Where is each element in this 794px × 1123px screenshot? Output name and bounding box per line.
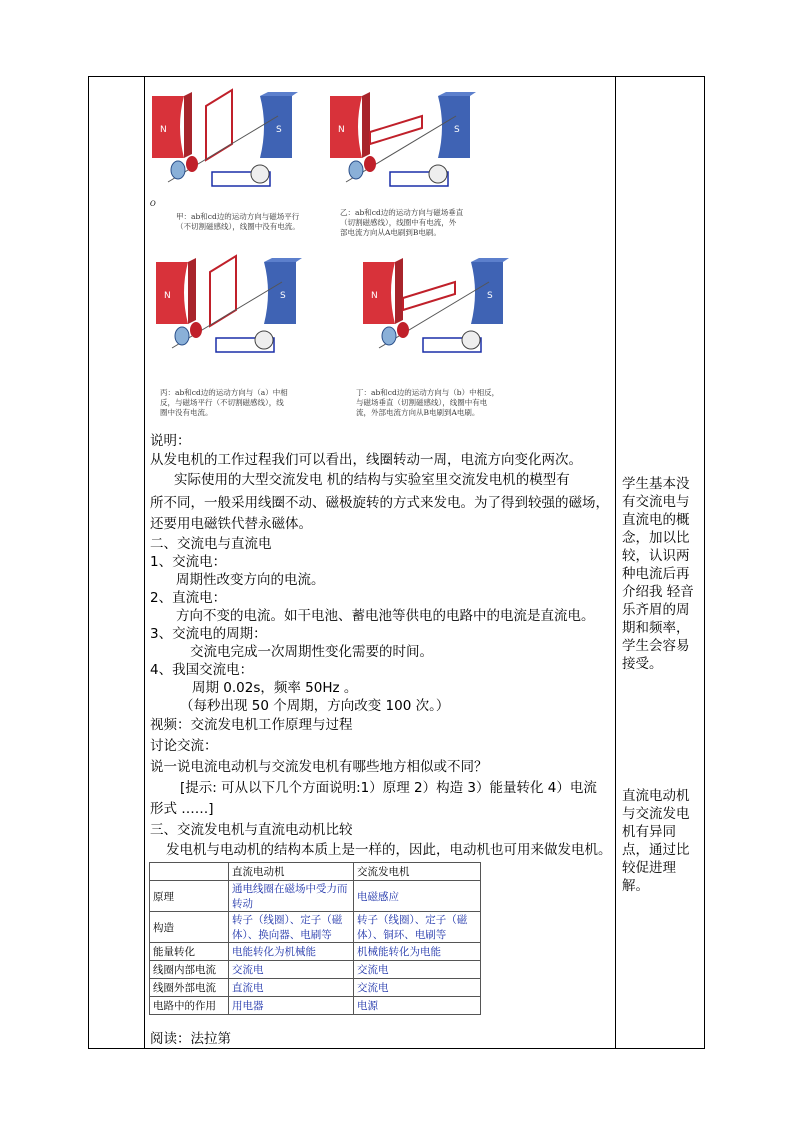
table-cell: 交流电: [354, 961, 481, 979]
svg-text:N: N: [338, 125, 345, 135]
table-row: [150, 943, 481, 961]
text-line: 周期 0.02s，频率 50Hz 。: [192, 680, 358, 696]
figure-caption: 甲：ab和cd边的运动方向与磁场平行 （不切割磁感线），线圈中没有电流。: [176, 212, 300, 231]
text-line: 说明：: [150, 433, 191, 449]
table-cell: 转子（线圈）、定子（磁体）、换向器、电刷等: [229, 912, 354, 943]
table-cell: 构造: [150, 912, 229, 943]
table-cell: 电能转化为机械能: [229, 943, 354, 961]
generator-figure-ding: [352, 252, 518, 376]
table-cell: 交流发电机: [354, 863, 481, 881]
text-line: 所不同，一般采用线圈不动、磁极旋转的方式来发电。为了得到较强的磁场，: [150, 495, 609, 511]
table-row: [150, 997, 481, 1015]
table-cell: 通电线圈在磁场中受力而转动: [229, 881, 354, 912]
table-row: [150, 961, 481, 979]
table-cell: 电源: [354, 997, 481, 1015]
table-cell: 交流电: [229, 961, 354, 979]
generator-figure-yi: [326, 86, 478, 210]
table-cell: 线圈外部电流: [150, 979, 229, 997]
text-line: 讨论交流：: [150, 738, 218, 754]
figure-caption: 乙：ab和cd边的运动方向与磁场垂直 （切割磁感线），线圈中有电流，外 部电流方向从A电刷到B电刷。: [340, 208, 464, 237]
svg-text:O: O: [150, 200, 156, 208]
comparison-table: [149, 862, 481, 1015]
table-cell: 线圈内部电流: [150, 961, 229, 979]
table-cell: 能量转化: [150, 943, 229, 961]
table-row: [150, 979, 481, 997]
table-header-row: [150, 863, 481, 881]
table-row: [150, 912, 481, 943]
text-line: 实际使用的大型交流发电 机的结构与实验室里交流发电机的模型有: [174, 472, 570, 488]
text-line: 交流电完成一次周期性变化需要的时间。: [190, 644, 433, 660]
table-cell: 电磁感应: [354, 881, 481, 912]
svg-text:S: S: [454, 125, 460, 135]
text-line: 2、直流电：: [150, 590, 227, 606]
text-line: 从发电机的工作过程我们可以看出，线圈转动一周，电流方向变化两次。: [150, 452, 582, 468]
svg-text:N: N: [160, 125, 167, 135]
text-line: 还要用电磁铁代替永磁体。: [150, 516, 312, 532]
side-note-comparison: 直流电动机与交流发电机有异同点，通过比较促进理解。: [622, 788, 690, 894]
text-line: 方向不变的电流。如干电池、蓄电池等供电的电路中的电流是直流电。: [176, 608, 595, 624]
table-cell: 转子（线圈）、定子（磁体）、铜环、电刷等: [354, 912, 481, 943]
table-row: [150, 881, 481, 912]
table-cell: 电路中的作用: [150, 997, 229, 1015]
column-divider-left: [144, 77, 145, 1048]
text-line: 形式 ……]: [150, 801, 214, 817]
table-cell: 直流电: [229, 979, 354, 997]
svg-text:S: S: [487, 291, 493, 301]
table-cell: 交流电: [354, 979, 481, 997]
table-cell: [150, 863, 229, 881]
table-cell: 机械能转化为电能: [354, 943, 481, 961]
generator-figure-jia: [148, 86, 300, 210]
svg-text:S: S: [280, 291, 286, 301]
text-line: 4、我国交流电：: [150, 662, 254, 678]
text-line: 阅读：法拉第: [150, 1031, 231, 1047]
text-line: 周期性改变方向的电流。: [176, 572, 325, 588]
figure-caption: 丙：ab和cd边的运动方向与（a）中相 反，与磁场平行（不切割磁感线），线 圈中没有电流。: [160, 388, 288, 417]
text-line: （每秒出现 50 个周期，方向改变 100 次。）: [180, 698, 450, 714]
figure-caption: 丁：ab和cd边的运动方向与（b）中相反， 与磁场垂直（切割磁感线），线圈中有电 流，外部电流方向从B电刷到A电刷。: [356, 388, 500, 417]
text-line: 3、交流电的周期：: [150, 626, 267, 642]
svg-text:N: N: [164, 291, 171, 301]
text-line: 1、交流电：: [150, 554, 227, 570]
generator-figure-bing: [148, 252, 308, 376]
column-divider-right: [615, 77, 616, 1048]
text-line: 发电机与电动机的结构本质上是一样的，因此，电动机也可用来做发电机。: [166, 842, 612, 858]
section-heading: 二、交流电与直流电: [150, 536, 272, 552]
text-line: 说一说电流电动机与交流发电机有哪些地方相似或不同？: [150, 759, 488, 775]
text-line: 视频：交流发电机工作原理与过程: [150, 717, 353, 733]
table-cell: 用电器: [229, 997, 354, 1015]
svg-text:S: S: [276, 125, 282, 135]
table-cell: 直流电动机: [229, 863, 354, 881]
side-note-teaching: 学生基本没有交流电与直流电的概念，加以比较，认识两种电流后再介绍我 轻音乐齐眉的周期和频率，学生会容易接受。: [622, 476, 694, 672]
section-heading: 三、交流发电机与直流电动机比较: [150, 822, 353, 838]
svg-text:N: N: [371, 291, 378, 301]
table-cell: 原理: [150, 881, 229, 912]
text-line: [提示: 可从以下几个方面说明:1）原理 2）构造 3）能量转化 4）电流: [180, 780, 597, 796]
